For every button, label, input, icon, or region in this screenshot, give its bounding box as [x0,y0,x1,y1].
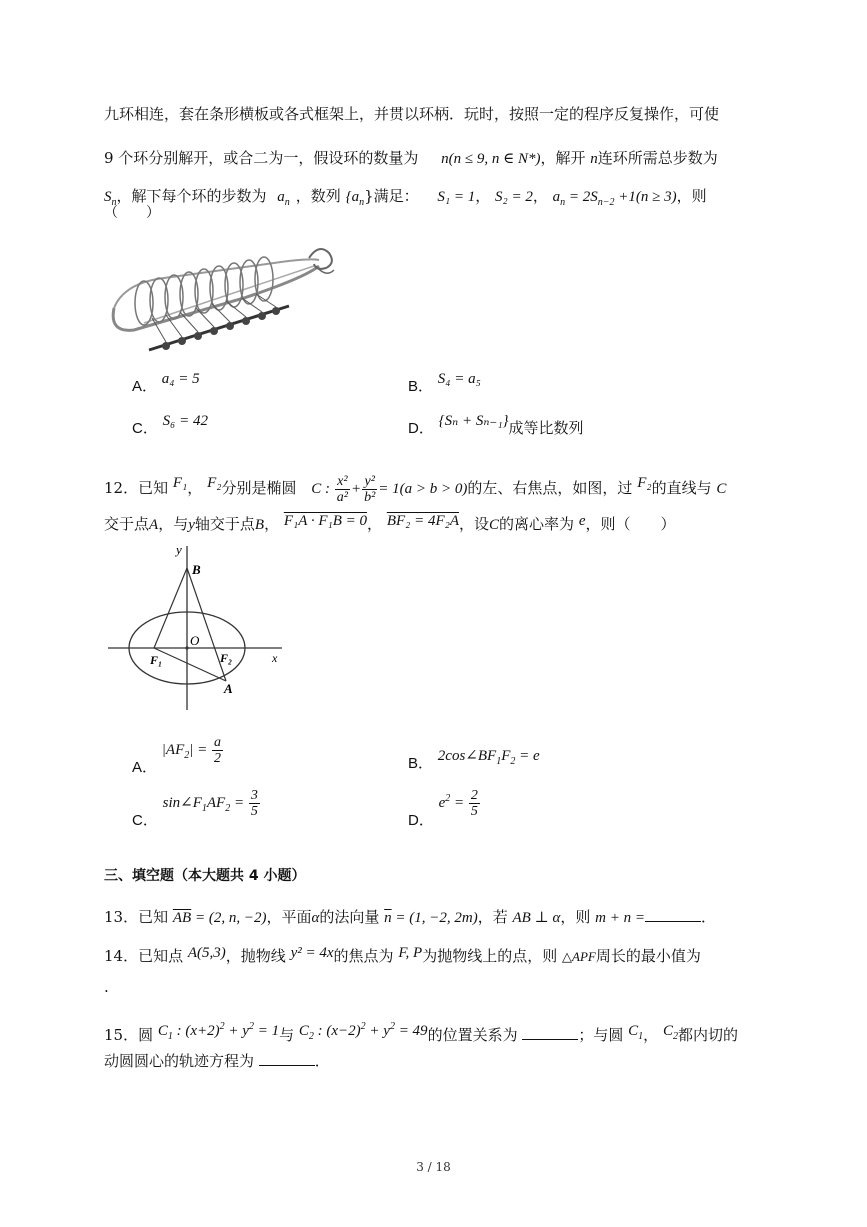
q11-line1-text: 九环相连，套在条形横板或各式框架上，并贯以环柄．玩时，按照一定的程序反复操作，可使 [104,105,720,123]
q12-line2-text-b: ，与 [158,515,189,533]
q14-text-a: 已知点 [138,947,184,965]
q11-line1 [104,104,719,124]
q11-line3-text-a: ，解下每个环的步数为 [116,187,267,205]
q11-option-d-text: {Sₙ + Sₙ₋₁} [438,413,509,429]
q12-line1 [104,474,726,505]
q13-line [104,907,716,928]
q15-line2 [104,1051,330,1071]
q15-text-e: ， [643,1026,659,1044]
q15-text-a: 圆 [138,1026,154,1044]
q15-circle-c1: $C_1$ : $(x+2)^2 + y^2 = 1$ [157,1021,280,1042]
q11-line2 [104,148,718,169]
q12-option-d[interactable]: D． $e^2$ = $\frac{2}{5}$ [408,788,481,819]
q12-point-b: B [254,517,265,533]
q15-text-c: 的位置关系为 [427,1026,518,1044]
q12-option-b[interactable]: B． $2\cos\angle BF_1F_2 = e$ [408,748,540,772]
q11-option-c[interactable]: C． S₆ = 42 [132,413,208,437]
page-number: 3 / 18 [416,1160,451,1174]
q11-option-b[interactable]: B． S₄ = a₅ [408,371,481,395]
label-b: B [192,562,201,577]
q12-option-a-text: $|AF_2|$ = $\frac{a}{2}$ [161,735,221,766]
q12-option-c[interactable]: C． $\sin\angle F_1AF_2$ = $\frac{3}{5}$ [132,788,261,819]
q11-line3-text-b: ，数列 [295,187,341,205]
q12-c-var: C [716,480,727,497]
q15-answer-blank-1[interactable] [522,1025,578,1040]
label-x: x [272,651,278,665]
q11-option-d[interactable]: D． {Sₙ + Sₙ₋₁}成等比数列 [408,413,584,437]
q11-bracket: （ ） [104,205,160,221]
q15-answer-blank-2[interactable] [259,1051,315,1066]
q13-sum: m + n = [595,910,645,926]
q12-point-a: A [149,517,159,533]
q11-option-a-text: a₄ = 5 [161,371,200,387]
q14-fp: F, P [398,945,423,961]
q14-line2: . [104,978,109,996]
q12-y: y [188,517,195,533]
q12-f2-b: F₂ [637,474,652,491]
q12-c-var-2: C [489,517,500,533]
q12-line2-text-f: ，则（ ） [585,515,676,533]
section-3-heading: 三、填空题（本大题共 4 小题） [104,868,306,884]
q12-text-c: 分别是椭圆 [221,478,297,497]
q11-option-b-text: S₄ = a₅ [437,371,481,387]
q15-c1: $C_1$ [628,1023,644,1042]
q11-seq: {$a_n$ [345,189,365,208]
q13-text-d: ，若 [477,908,508,926]
q11-line3: $S_n$，解下每个环的步数为 $a_n$ ，数列 $\{a_n\}$满足： S₁ = 1， S₂ = 2， $a_n = 2S_{n-2} +1(n \ge 3)$，则 [104,187,707,208]
q12-e-var: e [578,513,586,529]
q15-line1 [104,1022,738,1052]
q11-line2-text-b: ，解开 [540,149,586,167]
q12-text-d: 的左、右焦点，如图，过 [467,478,633,497]
q11-option-d-tail: 成等比数列 [508,419,584,437]
label-f1: F₁ [150,653,163,667]
q12-option-c-text: $\sin\angle F_1AF_2$ = $\frac{3}{5}$ [162,788,258,819]
q13-text-f: ． [700,908,716,926]
q14-parabola: y² = 4x [290,945,334,961]
q11-an: $a_n$ [277,189,290,208]
q11-option-a[interactable]: A． a₄ = 5 [132,371,200,395]
q14-text-b: ，抛物线 [225,947,286,965]
q13-alpha: α [311,910,320,926]
q13-text-b: ，平面 [266,908,312,926]
q12-f2: F₂ [207,474,222,491]
q11-sn: $S_n$ [104,189,117,208]
q15-line2-text: 动圆圆心的轨迹方程为 [104,1052,255,1070]
ellipse-figure [104,538,294,713]
q12-condition-1: F₁A · F₁B = 0 [283,513,368,529]
q12-line2-text-d: ，设 [459,515,490,533]
q15-circle-c2: $C_2$ : $(x-2)^2 + y^2 = 49$ [298,1021,428,1042]
q12-option-b-text: $2\cos\angle BF_1F_2 = e$ [437,748,540,767]
q12-line2-text-c: 轴交于点 [194,515,255,533]
q13-vector-ab: $\overline{AB} = (2$, n, −2) [172,910,267,926]
q11-n-range: n(n ≤ 9, n ∈ N*) [441,151,541,167]
q12-ellipse-equation: C : $\frac{\text{x²}}{\text{a²}}$ + $\frac{\text{y²}}{\text{b²}}$ = 1(a > b > 0) [311,474,468,505]
q11-n: n [590,151,598,167]
q13-text-c: 的法向量 [319,908,380,926]
q14-triangle: △APF [562,949,596,964]
q13-vector-n: $\overline{n} = (1$, −2, 2m) [384,910,478,926]
segment-f1a [154,648,226,681]
q15-text-b: 与 [279,1026,295,1044]
q14-text-e: 周长的最小值为 [595,947,701,965]
q14-text-d: 为抛物线上的点，则 [422,947,558,965]
q12-option-d-text: $e^2$ = $\frac{2}{5}$ [438,788,478,819]
q11-s2: S₂ = 2 [495,189,533,205]
q11-s1: S₁ = 1 [437,189,476,205]
q14-point-a: A(5,3) [187,945,226,961]
q12-line2-text-e: 的离心率为 [499,515,575,533]
q12-f1: F₁ [172,474,188,491]
q12-line2: 交于点A，与y轴交于点B， F₁A · F₁B = 0， BF₂ = 4F₂A，设C的离心率为 e，则（ ） [104,513,676,533]
q13-text-a: 已知 [138,908,169,926]
q15-text-g: ． [314,1052,330,1070]
q13-number: 13． [104,908,139,926]
q14-line1 [104,946,701,967]
q13-perp: AB ⊥ α [512,910,561,926]
q14-number: 14． [104,947,139,965]
q15-number: 15． [104,1026,139,1044]
label-o: O [190,633,200,648]
q15-text-f: 都内切的 [677,1026,738,1044]
q11-option-c-text: S₆ = 42 [162,413,208,429]
q12-text-b: ， [187,478,203,497]
q11-line3-text-c: }满足： [364,187,419,205]
label-y: y [176,542,182,557]
q15-text-d: ；与圆 [578,1026,624,1044]
label-a: A [224,681,233,696]
q12-number: 12． [104,478,139,497]
q12-condition-2: BF₂ = 4F₂A [386,513,460,529]
q12-option-a[interactable]: A． $|AF_2|$ = $\frac{a}{2}$ [132,735,224,766]
q12-text-e: 的直线与 [651,478,712,497]
q12-text-a: 已知 [138,478,169,497]
q13-answer-blank[interactable] [645,907,701,922]
q11-line2-text-a: 9 个环分别解开，或合二为一，假设环的数量为 [104,149,419,167]
q12-line2-text-a: 交于点 [104,515,150,533]
q11-line2-text-c: 连环所需总步数为 [597,149,718,167]
q13-text-e: ，则 [560,908,591,926]
nine-rings-figure [104,238,339,356]
q15-c2: $C_2$ [662,1023,678,1042]
segment-f1b [154,568,187,648]
label-f2: F₂ [220,651,233,665]
q14-text-c: 的焦点为 [333,947,394,965]
q11-recurrence: $a_n = 2S_{n-2} +1(n \ge 3)$ [552,189,677,208]
q11-line3-text-d: ，则 [676,187,707,205]
